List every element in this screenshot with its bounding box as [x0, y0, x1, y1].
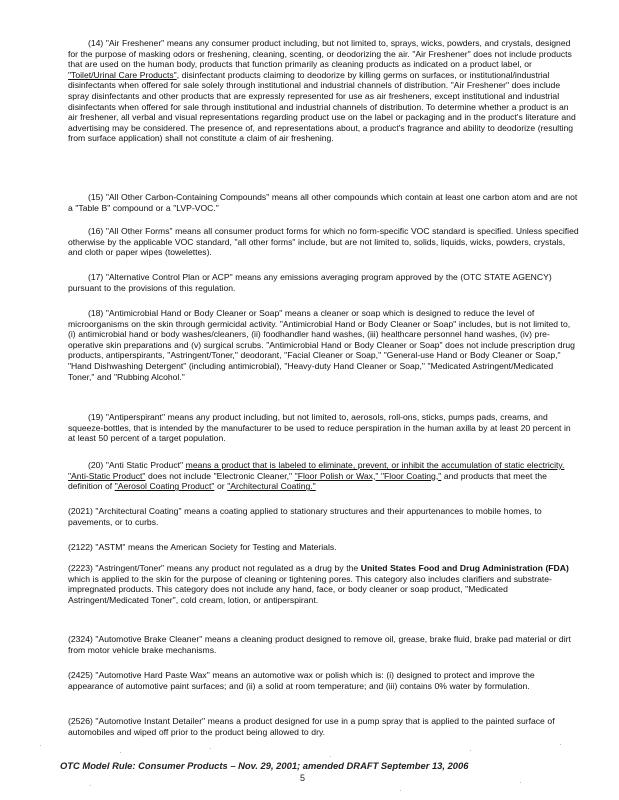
p22-seg0: (2122) "ASTM" means the American Society for Testing and Materials.	[68, 542, 337, 552]
p14-seg2: , disinfectant products claiming to deodorize by killing germs on surfaces, or institutional/industrial disinfectants when offered for sale solely through institutional and industrial channels of distribution. "Air Freshener" does include spray disinfectants and other products that are expressly represented for use as air fresheners, except institutional and industrial disinfectants when offered for sale through institutional and industrial channels of distribution. To determine whether a product is an air freshener, all verbal and visual representations regarding product use on the label or packaging and in the product's literature and advertising may be considered. The presence of, and representations about, a product's fragrance and ability to deodorize (resulting from surface application) shall not constitute a claim of air freshening.	[68, 69, 576, 144]
definition-19-antiperspirant	[68, 412, 580, 444]
definition-26-instant-detailer	[68, 716, 580, 737]
page-number: 5	[300, 773, 306, 783]
p23-seg0: (2223) "Astringent/Toner" means any product not regulated as a drug by the	[68, 563, 361, 573]
p20-seg0: (20) "Anti Static Product"	[88, 460, 186, 470]
page-footer: OTC Model Rule: Consumer Products – Nov. 29, 2001; amended DRAFT September 13, 2006	[60, 760, 469, 771]
definition-14-air-freshener	[68, 38, 580, 144]
p16-seg0: (16) "All Other Forms" means all consumer product forms for which no form-specific VOC standard is specified. Unless specified otherwise by the applicable VOC standard, "all other forms" include, but are not limited to, solids, liquids, wicks, powders, crystals, and cloth or paper wipes (towelettes).	[68, 226, 579, 258]
p21-seg0: (2021) "Architectural Coating" means a coating applied to stationary structures and their appurtenances to mobile homes, to pavements, or to curbs.	[68, 506, 542, 527]
p23-seg1: United States Food and Drug Administration (FDA)	[360, 563, 569, 573]
speck	[560, 744, 561, 745]
p14-seg0: (14) "Air Freshener" means any consumer product including, but not limited to, sprays, wicks, powders, and crystals, designed for the purpose of masking odors or freshening, cleaning, scenting, or deodorizing the air. "Air Freshener" does not include products that are used on the human body, products that function primarily as cleaning products as indicated on a product label, or	[68, 38, 572, 70]
p15-seg0: (15) "All Other Carbon-Containing Compounds" means all other compounds which contain at least one carbon atom and are not a "Table B" compound or a "LVP-VOC."	[68, 192, 578, 213]
speck	[400, 790, 401, 791]
p25-seg0: (2425) "Automotive Hard Paste Wax" means an automotive wax or polish which is: (i) designed to protect and improve the appearance of automotive paint surfaces; and (ii) a solid at room temperature; and (iii) contains 0% water by formulation.	[68, 670, 535, 691]
p20-seg2: does not include "Electronic Cleaner,"	[145, 470, 295, 481]
p18-seg0: (18) "Antimicrobial Hand or Body Cleaner or Soap" means a cleaner or soap which is designed to reduce the level of microorganisms on the skin through germicidal activity. "Antimicrobial Hand or Body Cleaner or Soap" includes, but is not limited to, (i) antimicrobial hand or body washes/cleaners, (ii) foodhandler hand washes, (iii) healthcare personnel hand washes, (iv) pre-operative skin preparations and (v) surgical scrubs. "Antimicrobial Hand or Body Cleaner or Soap" does not include prescription drug products, antiperspirants, "Astringent/Toner," deodorant, "Facial Cleaner or Soap," "General-use Hand or Body Cleaner or Soap," "Hand Dishwashing Detergent" (including antimicrobial), "Heavy-duty Hand Cleaner or Soap," "Medicated Astringent/Medicated Toner," and "Rubbing Alcohol."	[68, 308, 575, 382]
speck	[90, 785, 91, 786]
definition-17-acp	[68, 272, 580, 293]
speck	[470, 750, 471, 751]
speck	[40, 745, 41, 746]
speck	[330, 756, 331, 757]
p20-seg1: means a product that is labeled to eliminate, prevent, or inhibit the accumulation of static electricity. "Anti-Static Product"	[68, 460, 565, 481]
definition-25-hard-paste-wax	[68, 670, 580, 691]
p20-seg7: "Architectural Coating."	[227, 481, 316, 492]
definition-15-all-other-carbon	[68, 192, 580, 213]
definition-18-antimicrobial	[68, 308, 580, 382]
definition-16-all-other-forms	[68, 226, 580, 258]
p20-seg3: "Floor Polish or Wax," "Floor Coating,"	[294, 470, 442, 481]
definition-22-astm	[68, 542, 580, 553]
speck	[520, 782, 521, 783]
p23-seg2: which is applied to the skin for the purpose of cleaning or tightening pores. This category also includes clarifiers and substrate-impregnated products. This category does not include any hand, face, or body cleaner or soap product, "Medicated Astringent/Medicated Toner", cold cream, lotion, or antiperspirant.	[68, 573, 552, 605]
definition-24-brake-cleaner	[68, 634, 580, 655]
p14-seg1: "Toilet/Urinal Care Products"	[68, 69, 177, 80]
p24-seg0: (2324) "Automotive Brake Cleaner" means a cleaning product designed to remove oil, grease, brake fluid, brake pad material or dirt from motor vehicle brake mechanisms.	[68, 634, 571, 655]
speck	[120, 752, 121, 753]
p17-seg0: (17) "Alternative Control Plan or ACP" means any emissions averaging program approved by the (OTC STATE AGENCY) pursuant to the provisions of this regulation.	[68, 272, 552, 293]
p20-seg6: or	[214, 481, 228, 492]
p19-seg0: (19) "Antiperspirant" means any product including, but not limited to, aerosols, roll-ons, sticks, pumps pads, creams, and squeeze-bottles, that is intended by the manufacturer to be used to reduce perspiration in the human axilla by at least 20 percent in at least 50 percent of a target population.	[68, 412, 571, 444]
definition-20-anti-static	[68, 460, 580, 492]
p20-seg5: "Aerosol Coating Product"	[114, 481, 215, 492]
p26-seg0: (2526) "Automotive Instant Detailer" means a product designed for use in a pump spray that is applied to the painted surface of automobiles and wiped off prior to the product being allowed to dry.	[68, 716, 555, 737]
definition-21-architectural-coating	[68, 506, 580, 527]
definition-23-astringent-toner	[68, 563, 580, 605]
p20-seg4: and products that meet the definition of	[68, 470, 547, 492]
speck	[210, 748, 211, 749]
